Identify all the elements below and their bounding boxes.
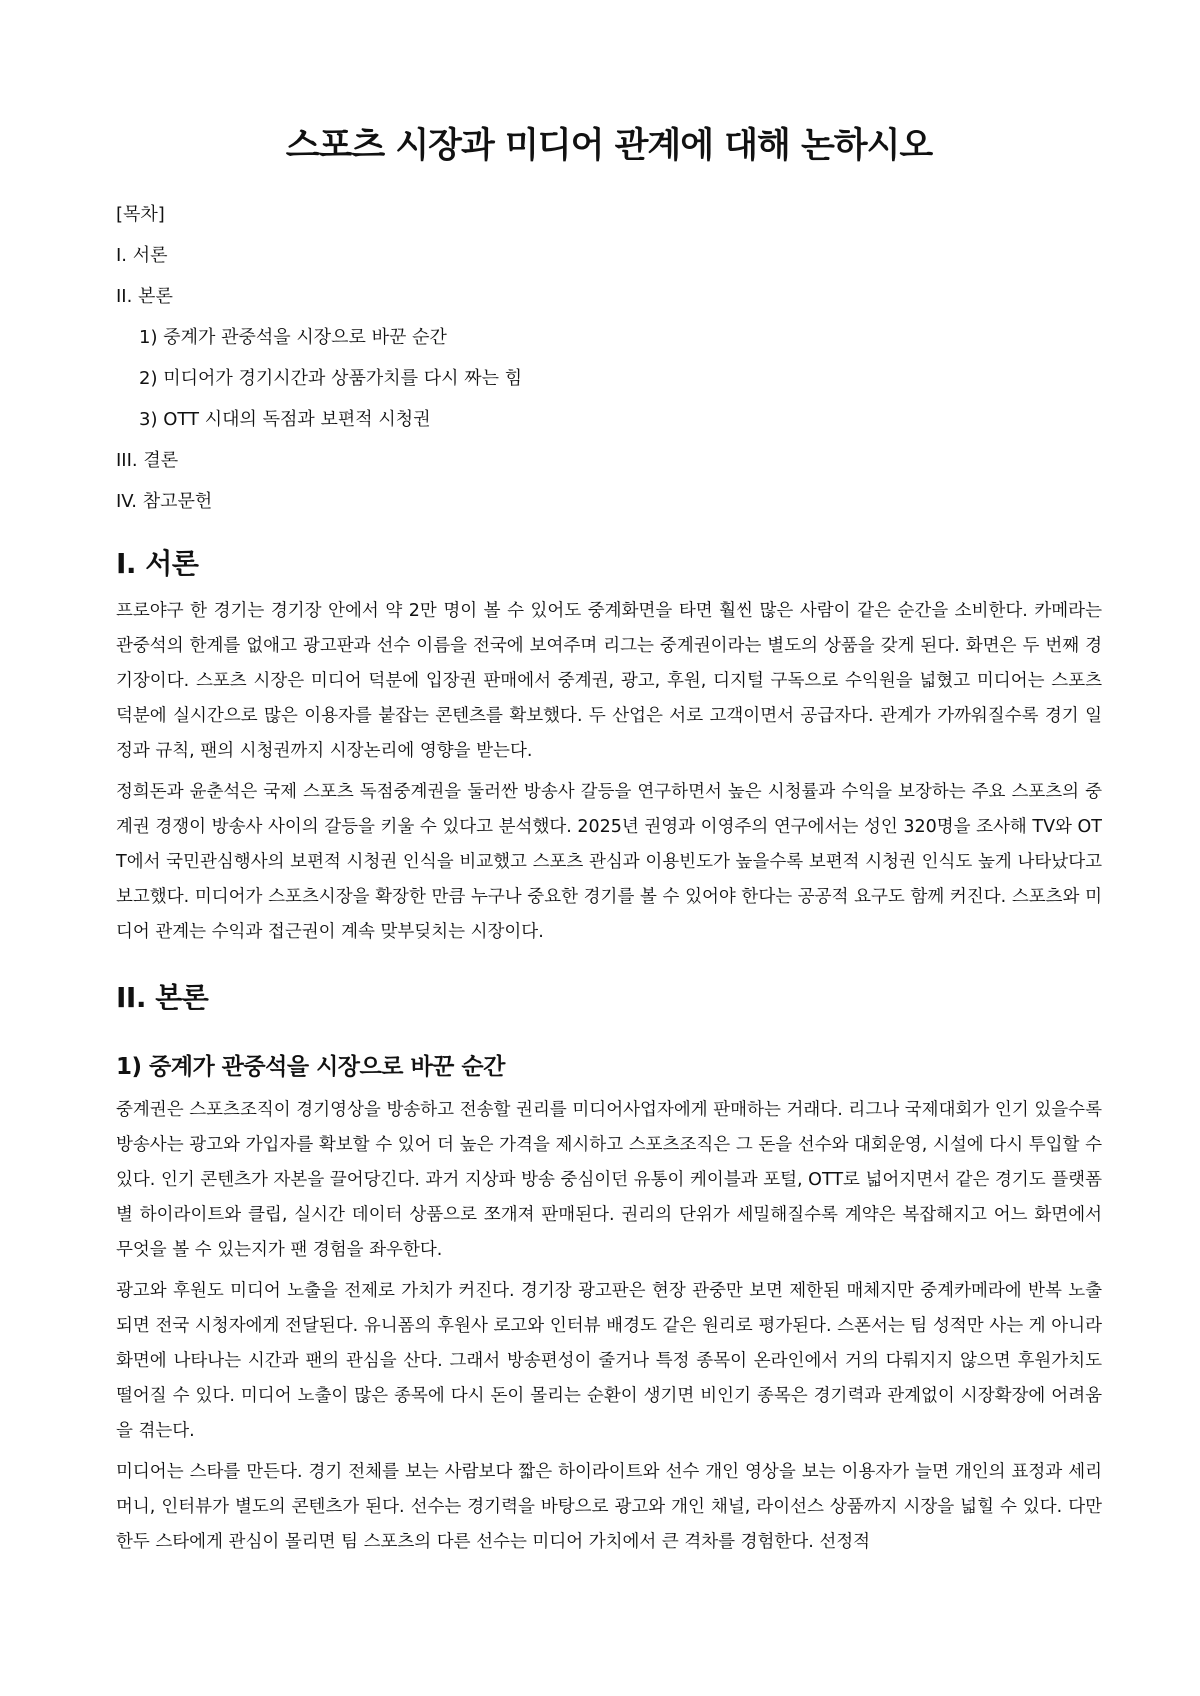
toc-item-conclusion: III. 결론 — [116, 450, 179, 471]
toc-item-references: IV. 참고문헌 — [116, 491, 213, 512]
toc-item-body: II. 본론 — [116, 286, 173, 307]
table-of-contents — [116, 194, 1102, 522]
intro-paragraph: 프로야구 한 경기는 경기장 안에서 약 2만 명이 볼 수 있어도 중계화면을 타면 훨씬 많은 사람이 같은 순간을 소비한다. 카메라는 관중석의 한계를 없애고 광고판과 선수 이름을 전국에 보여주며 리그는 중계권이라는 별도의 상품을 갖게 된다. 화면은 두 번째 경기장이다. 스포츠 시장은 미디어 덕분에 입장권 판매에서 중계권, 광고, 후원, 디지털 구독으로 수익원을 넓혔고 미디어는 스포츠 덕분에 실시간으로 많은 이용자를 붙잡는 콘텐츠를 확보했다. 두 산업은 서로 고객이면서 공급자다. 관계가 가까워질수록 경기 일정과 규칙, 팬의 시청권까지 시장논리에 영향을 받는다. — [116, 601, 1102, 761]
document-title: 스포츠 시장과 미디어 관계에 대해 논하시오 — [285, 126, 933, 166]
toc-item-intro: I. 서론 — [116, 245, 168, 266]
body-paragraph: 중계권은 스포츠조직이 경기영상을 방송하고 전송할 권리를 미디어사업자에게 판매하는 거래다. 리그나 국제대회가 인기 있을수록 방송사는 광고와 가입자를 확보할 수 있어 더 높은 가격을 제시하고 스포츠조직은 그 돈을 선수와 대회운영, 시설에 다시 투입할 수 있다. 인기 콘텐츠가 자본을 끌어당긴다. 과거 지상파 방송 중심이던 유통이 케이블과 포털, OTT로 넓어지면서 같은 경기도 플랫폼별 하이라이트와 클립, 실시간 데이터 상품으로 쪼개져 판매된다. 권리의 단위가 세밀해질수록 계약은 복잡해지고 어느 화면에서 무엇을 볼 수 있는지가 팬 경험을 좌우한다. — [116, 1100, 1102, 1260]
intro-paragraph: 정희돈과 윤춘석은 국제 스포츠 독점중계권을 둘러싼 방송사 갈등을 연구하면서 높은 시청률과 수익을 보장하는 주요 스포츠의 중계권 경쟁이 방송사 사이의 갈등을 키울 수 있다고 분석했다. 2025년 권영과 이영주의 연구에서는 성인 320명을 조사해 TV와 OTT에서 국민관심행사의 보편적 시청권 인식을 비교했고 스포츠 관심과 이용빈도가 높을수록 보편적 시청권 인식도 높게 나타났다고 보고했다. 미디어가 스포츠시장을 확장한 만큼 누구나 중요한 경기를 볼 수 있어야 한다는 공공적 요구도 함께 커진다. 스포츠와 미디어 관계는 수익과 접근권이 계속 맞부딪치는 시장이다. — [116, 782, 1102, 942]
body-sub1-heading: 1) 중계가 관중석을 시장으로 바꾼 순간 — [116, 1054, 505, 1080]
intro-heading: I. 서론 — [116, 547, 199, 580]
toc-item-body-2: 2) 미디어가 경기시간과 상품가치를 다시 짜는 힘 — [139, 368, 523, 389]
body-paragraph: 광고와 후원도 미디어 노출을 전제로 가치가 커진다. 경기장 광고판은 현장 관중만 보면 제한된 매체지만 중계카메라에 반복 노출되면 전국 시청자에게 전달된다. 유니폼의 후원사 로고와 인터뷰 배경도 같은 원리로 평가된다. 스폰서는 팀 성적만 사는 게 아니라 화면에 나타나는 시간과 팬의 관심을 산다. 그래서 방송편성이 줄거나 특정 종목이 온라인에서 거의 다뤄지지 않으면 후원가치도 떨어질 수 있다. 미디어 노출이 많은 종목에 다시 돈이 몰리는 순환이 생기면 비인기 종목은 경기력과 관계없이 시장확장에 어려움을 겪는다. — [116, 1281, 1102, 1441]
toc-heading: [목차] — [116, 204, 165, 225]
toc-item-body-1: 1) 중계가 관중석을 시장으로 바꾼 순간 — [139, 327, 447, 348]
body-paragraph: 미디어는 스타를 만든다. 경기 전체를 보는 사람보다 짧은 하이라이트와 선수 개인 영상을 보는 이용자가 늘면 개인의 표정과 세리머니, 인터뷰가 별도의 콘텐츠가 된다. 선수는 경기력을 바탕으로 광고와 개인 채널, 라이선스 상품까지 시장을 넓힐 수 있다. 다만 한두 스타에게 관심이 몰리면 팀 스포츠의 다른 선수는 미디어 가치에서 큰 격차를 경험한다. 선정적 — [116, 1462, 1102, 1552]
toc-item-body-3: 3) OTT 시대의 독점과 보편적 시청권 — [139, 409, 431, 430]
body-heading: II. 본론 — [116, 981, 209, 1014]
